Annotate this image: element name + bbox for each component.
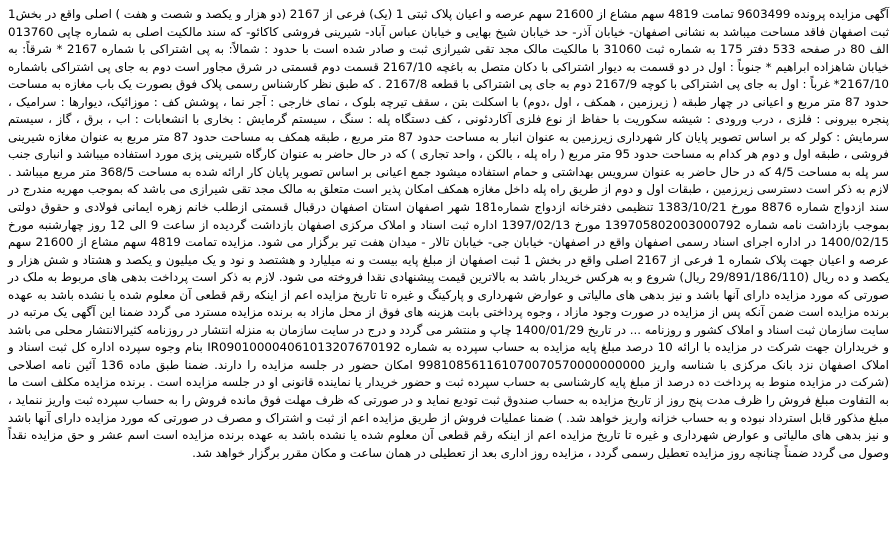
auction-notice-text: آگهی مزایده پرونده 9603499 تمامت 4819 سهم مشاع از 21600 سهم عرصه و اعیان پلاک ثبتی 1 (یک) فرعی از 2167 (دو هزار و یکصد و شصت و هفت ) اصلی واقع در بخش1 ثبت اصفهان فاقد مساحت میباشد به نشانی اصفهان- خیابان آذر- حد خیابان شیخ بهایی و خیابان عباس آباد- شیرینی فروشی کاکائو- که سند مالکیت اصلی به شماره چاپی 013760 الف 80 در صفحه 533 دفتر 175 به شماره ثبت 31060 با مالکیت مالک مجد تقی شیرازی ثبت و صادر شده است با حدود : شمالاً: به پی اشتراکی با شماره 2167 * شرقاً: به خیابان شاهزاده ابراهیم * جنوباً : اول در دو قسمت به دیوار اشتراکی با دکان متصل به باغچه 2167/10 قسمت دوم قسمتی در شرق مجاور است دوم به جای پی اشتراکی باشماره 2167/10* غرباً : اول به جای پی اشتراکی با کوچه 2167/9 دوم به جای پی اشتراکی با قطعه 2167/8 . که طبق نظر کارشناس رسمی پلاک فوق بصورت یک باب مغازه به مساحت حدود 87 متر مربع و اعیانی در چهار طبقه ( زیرزمین ، همکف ، اول ،دوم) با اسکلت بتن ، سقف تیرچه بلوک ، نمای خارجی : آجر نما ، پوشش کف : موزائیک، دیوارها : سرامیک ، پنجره بیرونی : فلزی ، درب ورودی : شیشه سکوریت با حفاظ از نوع فلزی آکاردئونی ، کف دستگاه پله : سنگ ، سیستم گرمایش : بخاری با انشعابات : اب ، برق ، گاز ، سیستم سرمایش : کولر که بر اساس تصویر پایان کار شهرداری زیرزمین به عنوان انبار به مساحت حدود 87 متر مربع ، طبقه همکف به مساحت حدود 87 متر مربع به عنوان مغازه شیرینی فروشی ، طبقه اول و دوم هر کدام به مساحت حدود 95 متر مربع ( راه پله ، بالکن ، واحد تجاری ) که در حال حاضر به عنوان کارگاه شیرینی پزی مورد استفاده میباشد و انباری جنب سر پله به مساحت 4/5 که در حال حاضر به عنوان سرویس بهداشتی و حمام استفاده میشود جمع اعیانی بر اساس تصویر پایان کار ارائه شده به مساحت 368/5 متر مربع میباشد . لازم به ذکر است دسترسی زیرزمین ، طبقات اول و دوم از طریق راه پله داخل مغازه همکف امکان پذیر است متعلق به مالک مجد تقی شیرازی می باشد که بموجب مهریه مندرج در سند ازدواج شماره 8876 مورخ 1383/10/21 تنظیمی دفترخانه ازدواج شماره181 شهر اصفهان استان اصفهان درقبال قسمتی ازطلب خانم زهره ایمانی فولادی و حقوق دولتی بموجب بازداشت نامه شماره 139705802003000792 مورخ 1397/02/13 اداره ثبت اسناد و املاک مرکزی اصفهان بازداشت گردیده از ساعت 9 الی 12 روز چهارشنبه مورخ 1400/02/15 در اداره اجرای اسناد رسمی اصفهان واقع در اصفهان- خیابان جی- خیابان تالار - میدان هفت تیر برگزار می شود. مزایده تمامت 4819 سهم مشاع از 21600 سهم عرصه و اعیان جهت پلاک شماره 1 فرعی از 2167 اصلی واقع در بخش 1 ثبت اصفهان از مبلغ پایه بیست و نه میلیارد و هشتصد و نود و یک میلیون و یکصد و هشتاد و شش هزار و یکصد و ده ریال (29/891/186/110 ریال) شروع و به هرکس خریدار باشد به بالاترین قیمت پیشنهادی نقدا فروخته می شود. لازم به ذکر است پرداخت بدهی های مربوط به ملک در صورتی که مورد مزایده دارای آنها باشد و نیز بدهی های مالیاتی و عوارض شهرداری و پارکینگ و غیره تا تاریخ مزایده اعم از اینکه رقم قطعی آن معلوم شده یا نشده باشد به عهده برنده مزایده است ضمن آنکه پس از مزایده در صورت وجود مازاد ، وجوه پرداختی بابت هزینه های فوق از محل مازاد به برنده مزایده مسترد می گردد ضمنا این آگهی یک مرتبه در سایت سازمان ثبت اسناد و املاک کشور و روزنامه ... در تاریخ 1400/01/29 چاپ و منتشر می گردد و درج در سایت سازمان به منزله انتشار در روزنامه کثیرالانتشار محلی می باشد و خریداران جهت شرکت در مزایده با ارائه 10 درصد مبلغ پایه مزایده به حساب سپرده به شماره IR090100004061013207670192 بنام وجوه سپرده اداره کل ثبت اسناد و املاک اصفهان نزد بانک مرکزی با شناسه واریز 998108561161070070570000000000 امکان حضور در جلسه مزایده را دارند. ضمنا طبق ماده 136 آئین نامه اصلاحی (شرکت در مزایده منوط به پرداخت ده درصد از مبلغ پایه کارشناسی به حساب سپرده ثبت و حضور خریدار یا نماینده قانونی او در جلسه مزایده است . برنده مزایده مکلف است ما به التفاوت مبلغ فروش را ظرف مدت پنج روز از تاریخ مزایده به حساب صندوق ثبت تودیع نماید و در صورتی که ظرف مهلت فوق مانده فروش را به حساب سپرده ثبت واریز ننماید ، مبلغ مذکور قابل استرداد نبوده و به حساب خزانه واریز خواهد شد. ) ضمنا عملیات فروش از طریق مزایده اعم از ثبت و اشتراک و مصرف در صورتی که مورد مزایده دارای آنها باشد و نیز بدهی های مالیاتی و عوارض شهرداری و غیره تا تاریخ مزایده اعم از اینکه رقم قطعی آن معلوم شده یا نشده باشد به عهده برنده مزایده است اسم عشر و حق مزایده نقداً وصول می گردد ضمناً چنانچه روز مزایده تعطیل رسمی گردد ، مزایده روز اداری بعد از تعطیلی در همان ساعت و مکان مقرر برگزار خواهد شد. — [8, 7, 890, 460]
